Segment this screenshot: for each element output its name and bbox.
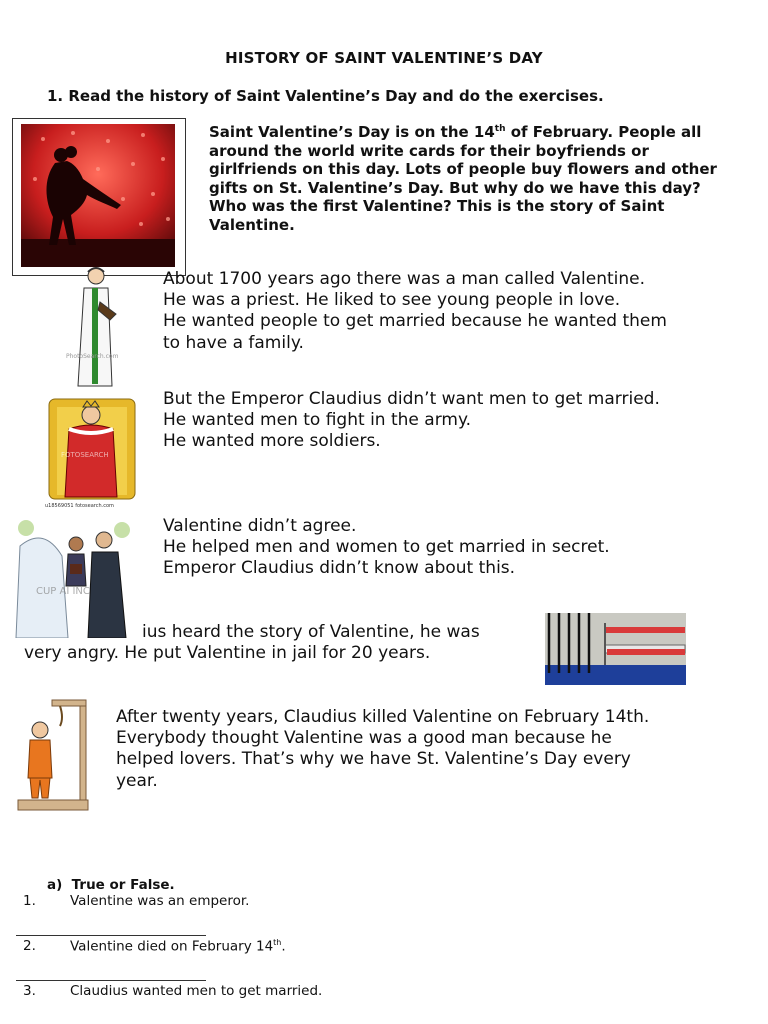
dancing-couple-icon: [13, 119, 185, 275]
emperor-throne-icon: [43, 393, 141, 510]
answer-line-2[interactable]: [16, 980, 206, 981]
romance-image: [12, 118, 186, 276]
priest-image: [58, 262, 138, 390]
hanging-image: [16, 698, 90, 814]
instruction-heading: 1. Read the history of Saint Valentine’s Day and do the exercises.: [47, 87, 604, 105]
wedding-image: [14, 516, 136, 638]
exercise-item-3: 3.: [23, 983, 36, 999]
jail-cell-icon: [545, 613, 686, 685]
story-paragraph-1: About 1700 years ago there was a man called Valentine. He was a priest. He liked to see young people in love. He wanted people to get married because he wanted them to have a family.: [163, 269, 667, 353]
exercise-heading: a) True or False.: [47, 877, 175, 893]
svg-text:u18569051 fotosearch.com: u18569051 fotosearch.com: [45, 503, 114, 509]
gallows-icon: [16, 698, 90, 814]
story-paragraph-5: After twenty years, Claudius killed Valentine on February 14th. Everybody thought Valentine was a good man because he helped lovers. That’s why we have St. Valentine’s Day every year.: [116, 707, 650, 791]
document-title: HISTORY OF SAINT VALENTINE’S DAY: [225, 49, 543, 67]
exercise-item-2: 2.: [23, 938, 36, 954]
exercise-item-1: 1.: [23, 893, 36, 909]
svg-text:FOTOSEARCH: FOTOSEARCH: [61, 451, 109, 459]
exercise-item-1-text: Valentine was an emperor.: [70, 893, 250, 909]
emperor-image: [43, 393, 141, 510]
secret-wedding-icon: [14, 516, 136, 638]
exercise-item-3-text: Claudius wanted men to get married.: [70, 983, 323, 999]
exercise-item-2-text: Valentine died on February 14th.: [70, 938, 286, 955]
svg-text:CUP AI INC: CUP AI INC: [36, 586, 90, 597]
story-paragraph-3: Valentine didn’t agree. He helped men and women to get married in secret. Emperor Claudius didn’t know about this.: [163, 516, 610, 579]
story-paragraph-2: But the Emperor Claudius didn’t want men to get married. He wanted men to fight in the army. He wanted more soldiers.: [163, 389, 660, 452]
svg-text:PhotoSearch.com: PhotoSearch.com: [66, 353, 119, 360]
jail-image: [545, 613, 686, 685]
answer-line-1[interactable]: [16, 935, 206, 936]
priest-icon: [58, 262, 138, 390]
intro-paragraph: Saint Valentine’s Day is on the 14th of February. People all around the world write cards for their boyfriends or girlfriends on this day. Lots of people buy flowers and other gifts on St. Valentine’s Day. But why do we have this day? Who was the first Valentine? This is the story of Saint Valentine.: [209, 123, 717, 234]
story-paragraph-4: ius heard the story of Valentine, he was very angry. He put Valentine in jail for 20 years.: [24, 622, 480, 664]
